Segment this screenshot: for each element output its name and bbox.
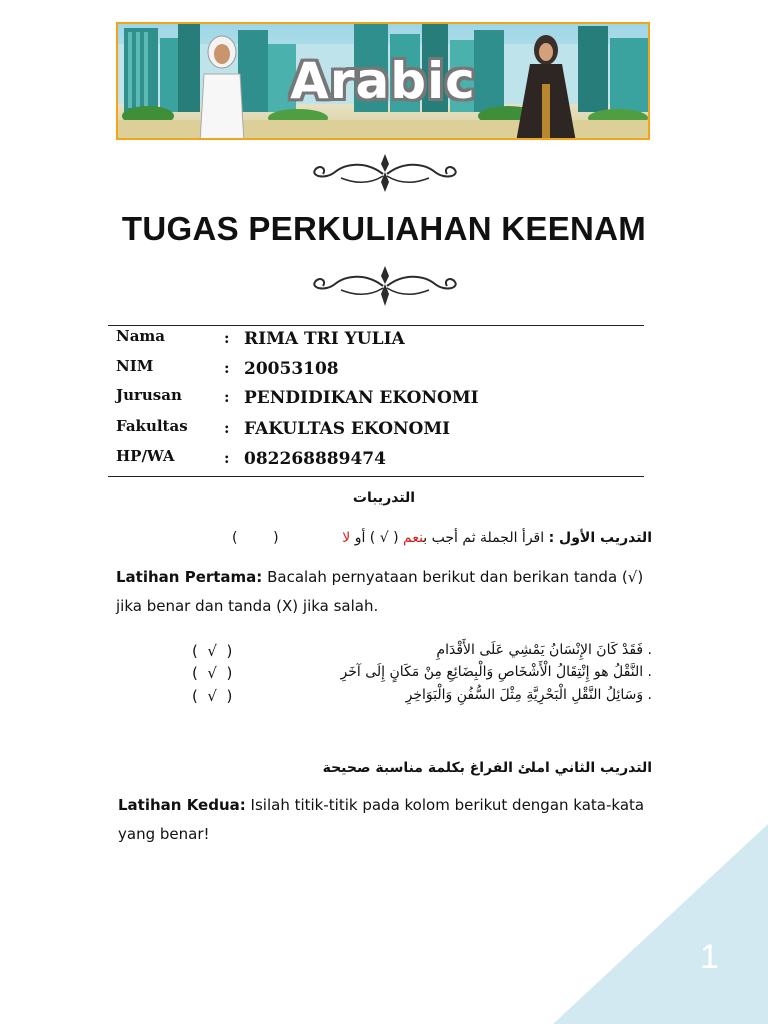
info-colon: : [224,419,230,437]
info-colon: : [224,359,230,377]
info-value: PENDIDIKAN EKONOMI [244,388,479,408]
exercise1-latin-instruction [116,563,652,621]
decorative-flourish-top [305,150,465,194]
info-row-nama [116,327,656,351]
info-value: RIMA TRI YULIA [244,329,405,349]
word-or: أو [354,530,366,546]
answer-box-2: ( √ ) [192,664,233,682]
info-label: Jurusan [116,386,182,404]
info-label: NIM [116,357,154,375]
info-row-hp-wa [116,447,656,471]
info-bottom-divider [108,476,644,477]
exercise1-arabic-instruction [342,530,652,546]
info-colon: : [224,449,230,467]
info-colon: : [224,388,230,406]
info-row-fakultas [116,417,656,441]
exercise2-latin-text: Isilah titik-titik pada kolom berikut dengan kata-kata yang benar! [118,796,645,843]
info-label: Nama [116,327,166,345]
info-colon: : [224,329,230,347]
info-label: Fakultas [116,417,188,435]
corner-triangle-decoration [553,824,768,1024]
answer-box-3: ( √ ) [192,687,233,705]
banner-title: Arabic [290,52,476,110]
exercise1-sentence-1: . فَقَدْ كَانَ الإِنْسَانُ يَمْشِي عَلَى الأَقْدَامِ [436,642,652,658]
exercise2-latin-label: Latihan Kedua: [118,796,246,814]
check-paren: ( √ ) [369,530,399,546]
exercise2-arabic-heading: التدريب الثاني املئ الفراغ بكلمة مناسبة صحيحة [322,760,652,776]
exercises-heading: التدريبات [352,490,416,506]
decorative-flourish-bottom [305,264,465,308]
header-banner [116,22,650,140]
info-label: HP/WA [116,447,175,465]
answer-box-1: ( √ ) [192,642,233,660]
empty-parenthesis: ( ) [232,530,279,546]
info-value: FAKULTAS EKONOMI [244,419,451,439]
exercise1-latin-label: Latihan Pertama: [116,568,263,586]
info-value: 082268889474 [244,449,386,469]
exercise1-label: التدريب الأول : [548,530,652,546]
info-row-nim [116,357,656,381]
word-no: لا [342,530,351,546]
info-top-divider [108,325,644,326]
exercise1-sentence-3: . وَسَائِلُ النَّقْلِ الْبَحْرِيَّةِ مِثْلَ السُّفُنِ وَالْبَوَاخِرِ [405,687,652,703]
document-title: TUGAS PERKULIAHAN KEENAM [121,210,647,247]
info-row-jurusan [116,386,656,410]
exercise1-instruction-text: اقرأ الجملة ثم أجب ب [423,530,545,546]
exercise1-sentence-2: . النَّقْلُ هو إِنْتِقَالُ الْأَشْخَاصِ وَالْبِضَائِعِ مِنْ مَكَانٍ إِلَى آخَرِ [340,664,652,680]
info-value: 20053108 [244,359,339,379]
word-yes: نعم [403,530,424,546]
page-number: 1 [700,938,719,976]
exercise1-latin-text: Bacalah pernyataan berikut dan berikan tanda (√) jika benar dan tanda (X) jika salah. [116,568,644,615]
